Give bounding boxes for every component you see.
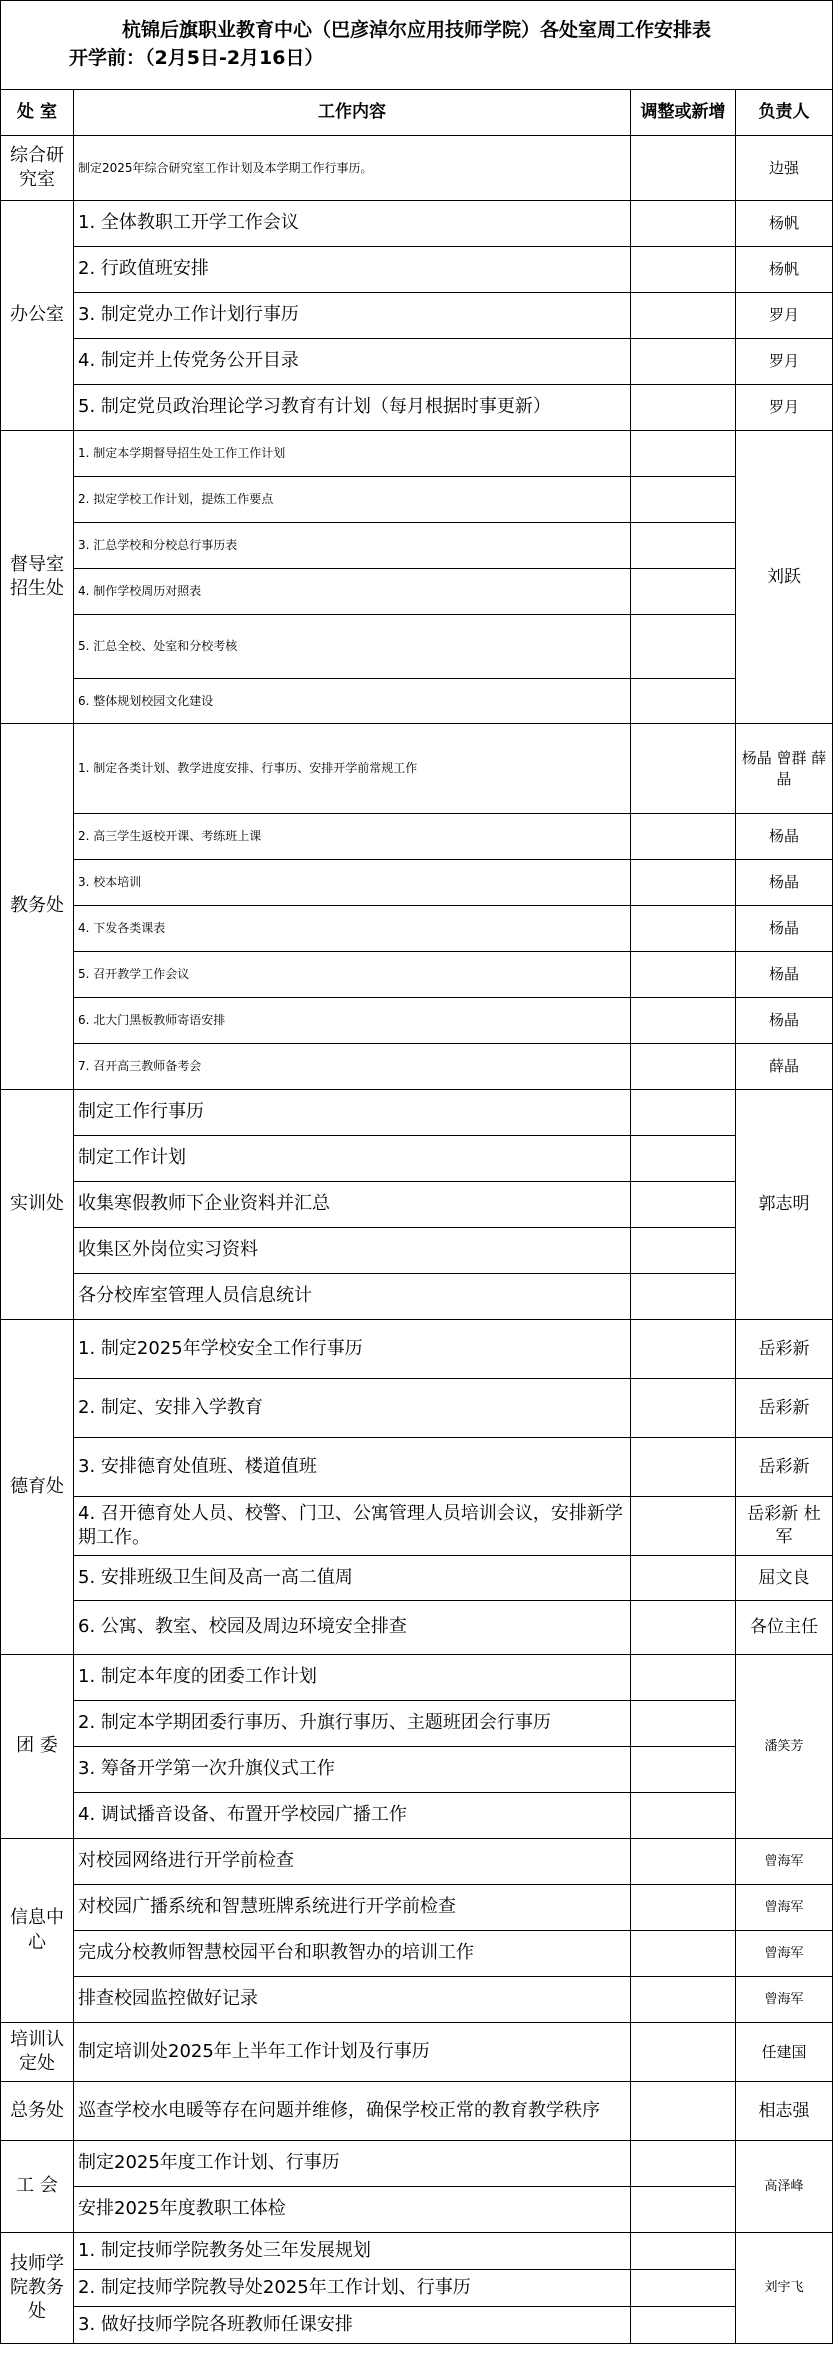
adjust-cell[interactable]	[631, 1320, 736, 1379]
adjust-cell[interactable]	[631, 136, 736, 201]
adjust-cell[interactable]	[631, 1044, 736, 1090]
adjust-cell[interactable]	[631, 1655, 736, 1701]
adjust-cell[interactable]	[631, 1601, 736, 1655]
adjust-cell[interactable]	[631, 1701, 736, 1747]
owner-cell: 岳彩新	[736, 1320, 833, 1379]
header-adjust: 调整或新增	[631, 90, 736, 136]
owner-cell: 杨帆	[736, 201, 833, 247]
adjust-cell[interactable]	[631, 1885, 736, 1931]
task-cell: 1. 制定各类计划、教学进度安排、行事历、安排开学前常规工作	[74, 724, 631, 814]
task-cell: 1. 制定2025年学校安全工作行事历	[74, 1320, 631, 1379]
owner-cell: 潘笑芳	[736, 1655, 833, 1839]
owner-cell: 曾海军	[736, 1885, 833, 1931]
owner-cell: 曾海军	[736, 1839, 833, 1885]
adjust-cell[interactable]	[631, 2023, 736, 2082]
adjust-cell[interactable]	[631, 2307, 736, 2344]
title-line-1: 杭锦后旗职业教育中心（巴彦淖尔应用技师学院）各处室周工作安排表	[121, 19, 711, 42]
header-owner: 负责人	[736, 90, 833, 136]
task-cell: 6. 北大门黑板教师寄语安排	[74, 998, 631, 1044]
adjust-cell[interactable]	[631, 523, 736, 569]
adjust-cell[interactable]	[631, 1274, 736, 1320]
dept-cell: 德育处	[0, 1320, 74, 1655]
task-cell: 6. 公寓、教室、校园及周边环境安全排查	[74, 1601, 631, 1655]
task-cell: 4. 下发各类课表	[74, 906, 631, 952]
owner-cell: 刘跃	[736, 431, 833, 724]
task-cell: 5. 汇总全校、处室和分校考核	[74, 615, 631, 679]
task-cell: 1. 制定本学期督导招生处工作工作计划	[74, 431, 631, 477]
task-cell: 制定培训处2025年上半年工作计划及行事历	[74, 2023, 631, 2082]
adjust-cell[interactable]	[631, 952, 736, 998]
task-cell: 对校园广播系统和智慧班牌系统进行开学前检查	[74, 1885, 631, 1931]
owner-cell: 曾海军	[736, 1931, 833, 1977]
dept-cell: 教务处	[0, 724, 74, 1090]
adjust-cell[interactable]	[631, 1228, 736, 1274]
adjust-cell[interactable]	[631, 1497, 736, 1556]
task-cell: 收集区外岗位实习资料	[74, 1228, 631, 1274]
task-cell: 4. 制定并上传党务公开目录	[74, 339, 631, 385]
owner-cell: 杨晶	[736, 906, 833, 952]
adjust-cell[interactable]	[631, 615, 736, 679]
task-cell: 4. 制作学校周历对照表	[74, 569, 631, 615]
adjust-cell[interactable]	[631, 1438, 736, 1497]
task-cell: 4. 调试播音设备、布置开学校园广播工作	[74, 1793, 631, 1839]
dept-cell: 信息中心	[0, 1839, 74, 2023]
dept-cell: 办公室	[0, 201, 74, 431]
owner-cell: 罗月	[736, 293, 833, 339]
adjust-cell[interactable]	[631, 2141, 736, 2187]
table-title	[0, 0, 833, 90]
task-cell: 3. 做好技师学院各班教师任课安排	[74, 2307, 631, 2344]
owner-cell: 曾海军	[736, 1977, 833, 2023]
adjust-cell[interactable]	[631, 1136, 736, 1182]
owner-cell: 杨晶	[736, 952, 833, 998]
task-cell: 制定工作计划	[74, 1136, 631, 1182]
adjust-cell[interactable]	[631, 1839, 736, 1885]
adjust-cell[interactable]	[631, 2082, 736, 2141]
owner-cell: 相志强	[736, 2082, 833, 2141]
adjust-cell[interactable]	[631, 679, 736, 724]
owner-cell: 杨晶 曾群 薛晶	[736, 724, 833, 814]
task-cell: 2. 行政值班安排	[74, 247, 631, 293]
owner-cell: 杨晶	[736, 998, 833, 1044]
owner-cell: 岳彩新	[736, 1438, 833, 1497]
adjust-cell[interactable]	[631, 385, 736, 431]
adjust-cell[interactable]	[631, 1977, 736, 2023]
task-cell: 3. 校本培训	[74, 860, 631, 906]
task-cell: 3. 筹备开学第一次升旗仪式工作	[74, 1747, 631, 1793]
task-cell: 1. 全体教职工开学工作会议	[74, 201, 631, 247]
adjust-cell[interactable]	[631, 1379, 736, 1438]
adjust-cell[interactable]	[631, 247, 736, 293]
task-cell: 完成分校教师智慧校园平台和职教智办的培训工作	[74, 1931, 631, 1977]
task-cell: 制定2025年综合研究室工作计划及本学期工作行事历。	[74, 136, 631, 201]
header-content: 工作内容	[74, 90, 631, 136]
task-cell: 各分校库室管理人员信息统计	[74, 1274, 631, 1320]
owner-cell: 杨帆	[736, 247, 833, 293]
owner-cell: 杨晶	[736, 860, 833, 906]
adjust-cell[interactable]	[631, 2187, 736, 2233]
adjust-cell[interactable]	[631, 1931, 736, 1977]
owner-cell: 岳彩新	[736, 1379, 833, 1438]
task-cell: 2. 制定技师学院教导处2025年工作计划、行事历	[74, 2270, 631, 2307]
task-cell: 制定2025年度工作计划、行事历	[74, 2141, 631, 2187]
task-cell: 5. 安排班级卫生间及高一高二值周	[74, 1556, 631, 1601]
adjust-cell[interactable]	[631, 293, 736, 339]
owner-cell: 郭志明	[736, 1090, 833, 1320]
adjust-cell[interactable]	[631, 1747, 736, 1793]
dept-cell: 团 委	[0, 1655, 74, 1839]
task-cell: 2. 制定本学期团委行事历、升旗行事历、主题班团会行事历	[74, 1701, 631, 1747]
task-cell: 7. 召开高三教师备考会	[74, 1044, 631, 1090]
adjust-cell[interactable]	[631, 1793, 736, 1839]
owner-cell: 任建国	[736, 2023, 833, 2082]
task-cell: 安排2025年度教职工体检	[74, 2187, 631, 2233]
adjust-cell[interactable]	[631, 1090, 736, 1136]
owner-cell: 各位主任	[736, 1601, 833, 1655]
owner-cell: 岳彩新 杜军	[736, 1497, 833, 1556]
adjust-cell[interactable]	[631, 201, 736, 247]
task-cell: 巡查学校水电暖等存在问题并维修，确保学校正常的教育教学秩序	[74, 2082, 631, 2141]
dept-cell: 实训处	[0, 1090, 74, 1320]
task-cell: 2. 拟定学校工作计划，提炼工作要点	[74, 477, 631, 523]
dept-cell: 督导室招生处	[0, 431, 74, 724]
task-cell: 对校园网络进行开学前检查	[74, 1839, 631, 1885]
task-cell: 1. 制定技师学院教务处三年发展规划	[74, 2233, 631, 2270]
adjust-cell[interactable]	[631, 339, 736, 385]
adjust-cell[interactable]	[631, 998, 736, 1044]
adjust-cell[interactable]	[631, 477, 736, 523]
owner-cell: 高泽峰	[736, 2141, 833, 2233]
owner-cell: 边强	[736, 136, 833, 201]
title-line-2: 开学前：（2月5日-2月16日）	[69, 47, 324, 69]
header-dept: 处 室	[0, 90, 74, 136]
task-cell: 6. 整体规划校园文化建设	[74, 679, 631, 724]
task-cell: 5. 制定党员政治理论学习教育有计划（每月根据时事更新）	[74, 385, 631, 431]
adjust-cell[interactable]	[631, 2233, 736, 2270]
adjust-cell[interactable]	[631, 569, 736, 615]
dept-cell: 技师学院教务处	[0, 2233, 74, 2344]
task-cell: 排查校园监控做好记录	[74, 1977, 631, 2023]
adjust-cell[interactable]	[631, 2270, 736, 2307]
task-cell: 3. 安排德育处值班、楼道值班	[74, 1438, 631, 1497]
owner-cell: 罗月	[736, 339, 833, 385]
adjust-cell[interactable]	[631, 1556, 736, 1601]
adjust-cell[interactable]	[631, 724, 736, 814]
owner-cell: 屈文良	[736, 1556, 833, 1601]
dept-cell: 培训认定处	[0, 2023, 74, 2082]
owner-cell: 薛晶	[736, 1044, 833, 1090]
adjust-cell[interactable]	[631, 906, 736, 952]
task-cell: 收集寒假教师下企业资料并汇总	[74, 1182, 631, 1228]
task-cell: 3. 制定党办工作计划行事历	[74, 293, 631, 339]
owner-cell: 罗月	[736, 385, 833, 431]
dept-cell: 总务处	[0, 2082, 74, 2141]
adjust-cell[interactable]	[631, 1182, 736, 1228]
task-cell: 制定工作行事历	[74, 1090, 631, 1136]
dept-cell: 工 会	[0, 2141, 74, 2233]
task-cell: 3. 汇总学校和分校总行事历表	[74, 523, 631, 569]
adjust-cell[interactable]	[631, 814, 736, 860]
task-cell: 1. 制定本年度的团委工作计划	[74, 1655, 631, 1701]
owner-cell: 杨晶	[736, 814, 833, 860]
task-cell: 2. 高三学生返校开课、考练班上课	[74, 814, 631, 860]
task-cell: 2. 制定、安排入学教育	[74, 1379, 631, 1438]
dept-cell: 综合研究室	[0, 136, 74, 201]
owner-cell: 刘宇飞	[736, 2233, 833, 2344]
task-cell: 5. 召开教学工作会议	[74, 952, 631, 998]
adjust-cell[interactable]	[631, 860, 736, 906]
task-cell: 4. 召开德育处人员、校警、门卫、公寓管理人员培训会议，安排新学期工作。	[74, 1497, 631, 1556]
adjust-cell[interactable]	[631, 431, 736, 477]
